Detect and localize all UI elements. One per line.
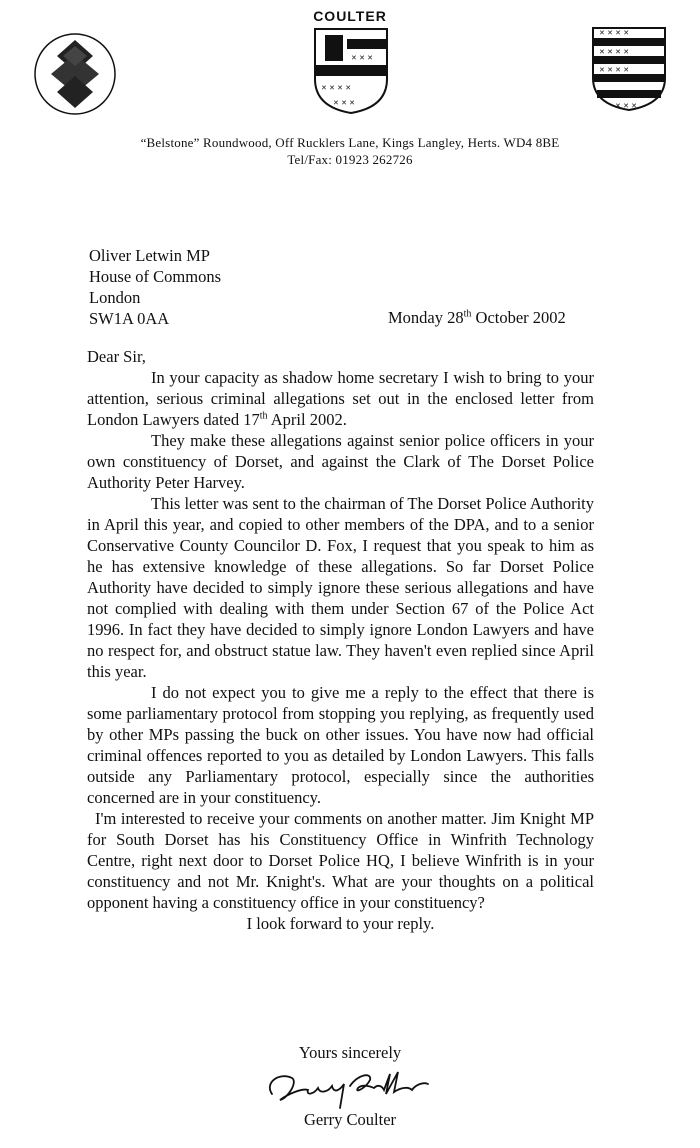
paragraph-5: I'm interested to receive your comments on another matter. Jim Knight MP for South Dorset has his Constituency Office in Winfrith Technology Centre, right next door to Dorset Police HQ, I believe Winfrith is in your constituency and not Mr. Knight's. What are your thoughts on a political opponent having a constituency office in your constituency?: [87, 809, 594, 912]
recipient-line: SW1A 0AA: [89, 309, 170, 328]
signer-name: Gerry Coulter: [303, 1110, 397, 1129]
paragraph-2: They make these allegations against senior police officers in your own constituency of Dorset, and against the Clark of The Dorset Police Authority Peter Harvey.: [87, 431, 594, 492]
svg-text:✕ ✕ ✕ ✕: ✕ ✕ ✕ ✕: [321, 84, 352, 92]
coat-of-arms-icon: [313, 27, 389, 115]
svg-text:✕ ✕ ✕: ✕ ✕ ✕: [351, 54, 374, 62]
closing: Yours sincerely: [298, 1043, 402, 1062]
letter-body: [87, 346, 594, 934]
heraldic-shield-icon: [591, 26, 667, 112]
letterhead-brand: COULTER: [313, 8, 387, 24]
svg-text:✕ ✕ ✕ ✕: ✕ ✕ ✕ ✕: [599, 48, 630, 56]
telfax-line: Tel/Fax: 01923 262726: [287, 152, 413, 167]
paragraph-4: I do not expect you to give me a reply to the effect that there is some parliamentary protocol from stopping you replying, as frequently used by other MPs passing the buck on other issues. You have now had official criminal offences reported to you as detailed by London Lawyers. This falls outside any Parliamentary protocol, especially since the authorities concerned are in your constituency.: [87, 683, 594, 807]
address-line: “Belstone” Roundwood, Off Rucklers Lane, Kings Langley, Herts. WD4 8BE: [140, 135, 560, 150]
recipient-line: House of Commons: [89, 267, 221, 286]
salutation: Dear Sir,: [87, 347, 146, 366]
signature: [258, 1064, 438, 1110]
recipient-line: London: [89, 288, 141, 307]
diamond-logo-icon: [33, 32, 117, 116]
signature-text: Gerry Coulter: [258, 1064, 264, 1065]
paragraph-6: I look forward to your reply.: [246, 914, 435, 933]
letterhead-address: [0, 134, 700, 168]
paragraph-3: This letter was sent to the chairman of The Dorset Police Authority in April this year, and copied to other members of the DPA, and to a senior Conservative County Councilor D. Fox, I request that you speak to him as he has extensive knowledge of these allegations. So far Dorset Police Authority have decided to simply ignore these serious allegations and have not complied with dealing with them under Section 67 of the Police Act 1996. In fact they have decided to simply ignore London Lawyers and have no respect for, and obstruct statue law. They haven't even replied since April this year.: [87, 494, 594, 681]
svg-text:✕ ✕ ✕ ✕: ✕ ✕ ✕ ✕: [599, 29, 630, 37]
paragraph-1: In your capacity as shadow home secretary I wish to bring to your attention, serious criminal allegations set out in the enclosed letter from London Lawyers dated 17th April 2002.: [87, 368, 594, 429]
svg-text:✕ ✕ ✕: ✕ ✕ ✕: [333, 99, 356, 107]
svg-text:✕ ✕ ✕: ✕ ✕ ✕: [615, 102, 638, 110]
svg-text:✕ ✕ ✕ ✕: ✕ ✕ ✕ ✕: [599, 66, 630, 74]
letter-date: Monday 28th October 2002: [388, 308, 566, 327]
recipient-line: Oliver Letwin MP: [89, 246, 210, 265]
recipient-address: [89, 245, 221, 329]
